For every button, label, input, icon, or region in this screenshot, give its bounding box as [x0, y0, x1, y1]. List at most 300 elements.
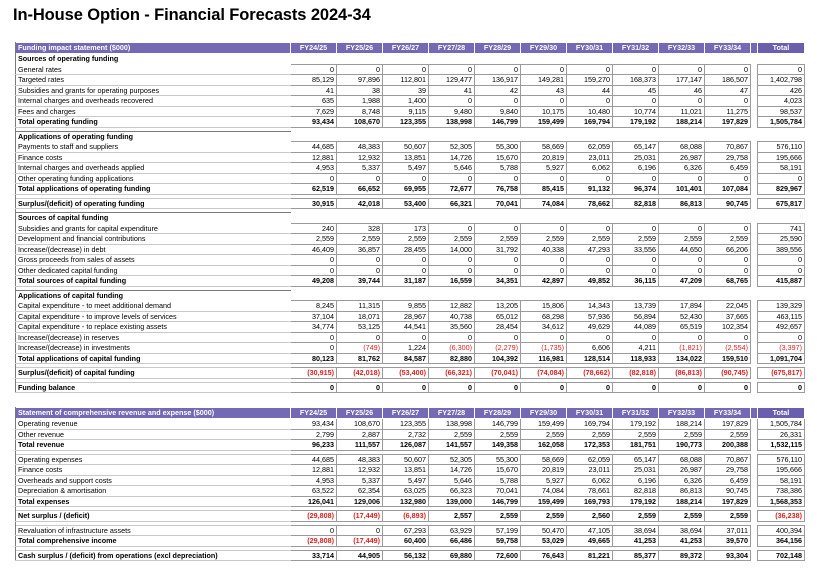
value-cell: 136,917 — [475, 75, 521, 86]
value-cell: 0 — [337, 382, 383, 393]
value-cell: 134,022 — [659, 353, 705, 364]
empty-cell — [475, 131, 521, 142]
empty-cell — [337, 131, 383, 142]
value-cell: 188,214 — [659, 419, 705, 430]
row-label: Other operating funding applications — [16, 173, 291, 184]
value-cell: 0 — [475, 64, 521, 75]
value-cell: 159,510 — [705, 353, 751, 364]
value-cell: 0 — [567, 265, 613, 276]
value-cell: 0 — [383, 265, 429, 276]
value-cell: 39,744 — [337, 276, 383, 287]
value-cell: 31,187 — [383, 276, 429, 287]
value-cell: 66,652 — [337, 184, 383, 195]
table-row — [16, 106, 805, 117]
total-cell: 58,191 — [758, 163, 805, 174]
header-year: FY27/28 — [429, 408, 475, 419]
column-spacer — [751, 486, 758, 497]
value-cell: 0 — [429, 382, 475, 393]
value-cell: 1,400 — [383, 96, 429, 107]
value-cell: 2,559 — [475, 429, 521, 440]
value-cell: 162,058 — [521, 440, 567, 451]
value-cell: 0 — [337, 64, 383, 75]
value-cell: 169,794 — [567, 419, 613, 430]
total-row — [16, 550, 805, 561]
value-cell: 0 — [613, 265, 659, 276]
page-title: In-House Option - Financial Forecasts 2024-34 — [13, 6, 371, 24]
column-spacer — [751, 368, 758, 379]
value-cell: 173 — [383, 223, 429, 234]
empty-cell — [337, 290, 383, 301]
value-cell: 172,353 — [567, 440, 613, 451]
header-spacer — [751, 43, 758, 54]
empty-cell — [758, 213, 805, 224]
column-spacer — [751, 234, 758, 245]
column-spacer — [751, 429, 758, 440]
total-row — [16, 198, 805, 209]
header-year: FY32/33 — [659, 43, 705, 54]
value-cell: 12,881 — [291, 152, 337, 163]
value-cell: 38,694 — [613, 525, 659, 536]
empty-cell — [521, 54, 567, 65]
column-spacer — [751, 223, 758, 234]
value-cell: 6,062 — [567, 475, 613, 486]
value-cell: 6,326 — [659, 475, 705, 486]
empty-cell — [659, 131, 705, 142]
value-cell: 67,293 — [383, 525, 429, 536]
value-cell: 4,953 — [291, 475, 337, 486]
total-cell: 576,110 — [758, 142, 805, 153]
table-row — [16, 244, 805, 255]
value-cell: 35,560 — [429, 322, 475, 333]
value-cell: 14,343 — [567, 301, 613, 312]
total-cell: 0 — [758, 332, 805, 343]
total-cell: 0 — [758, 265, 805, 276]
value-cell: 0 — [705, 223, 751, 234]
value-cell: 48,383 — [337, 142, 383, 153]
total-cell: (36,238) — [758, 511, 805, 522]
total-cell: 364,156 — [758, 536, 805, 547]
value-cell: 123,355 — [383, 419, 429, 430]
empty-cell — [659, 290, 705, 301]
section-heading-row — [16, 131, 805, 142]
empty-cell — [337, 213, 383, 224]
value-cell: 25,031 — [613, 465, 659, 476]
row-label: Targeted rates — [16, 75, 291, 86]
value-cell: 169,793 — [567, 496, 613, 507]
value-cell: 16,559 — [429, 276, 475, 287]
total-row — [16, 496, 805, 507]
value-cell: 53,400 — [383, 198, 429, 209]
value-cell: 49,208 — [291, 276, 337, 287]
table-row — [16, 486, 805, 497]
value-cell: 82,818 — [613, 486, 659, 497]
value-cell: 0 — [613, 382, 659, 393]
total-row — [16, 276, 805, 287]
value-cell: 70,867 — [705, 454, 751, 465]
total-cell: 1,091,704 — [758, 353, 805, 364]
value-cell: 28,967 — [383, 311, 429, 322]
value-cell: 26,987 — [659, 465, 705, 476]
value-cell: 2,559 — [291, 234, 337, 245]
table-row — [16, 301, 805, 312]
value-cell: 47,105 — [567, 525, 613, 536]
value-cell: 0 — [337, 255, 383, 266]
row-label: Capital expenditure - to meet additional demand — [16, 301, 291, 312]
header-year: FY24/25 — [291, 43, 337, 54]
value-cell: (6,893) — [383, 511, 429, 522]
table-row — [16, 343, 805, 354]
table-row — [16, 322, 805, 333]
value-cell: 6,459 — [705, 163, 751, 174]
table-row — [16, 265, 805, 276]
value-cell: 0 — [521, 255, 567, 266]
value-cell: 66,206 — [705, 244, 751, 255]
row-label: Fees and charges — [16, 106, 291, 117]
value-cell: 46,409 — [291, 244, 337, 255]
value-cell: 0 — [291, 343, 337, 354]
value-cell: 0 — [521, 382, 567, 393]
value-cell: 55,300 — [475, 454, 521, 465]
row-label: Total applications of capital funding — [16, 353, 291, 364]
value-cell: 50,607 — [383, 454, 429, 465]
section-heading-row — [16, 213, 805, 224]
empty-cell — [475, 290, 521, 301]
empty-cell — [567, 290, 613, 301]
value-cell: 129,006 — [337, 496, 383, 507]
value-cell: (17,449) — [337, 511, 383, 522]
value-cell: 96,374 — [613, 184, 659, 195]
value-cell: 47 — [705, 85, 751, 96]
row-label: General rates — [16, 64, 291, 75]
header-year: FY31/32 — [613, 43, 659, 54]
table-row — [16, 85, 805, 96]
value-cell: 0 — [291, 173, 337, 184]
value-cell: 62,354 — [337, 486, 383, 497]
value-cell: 15,670 — [475, 152, 521, 163]
table-row — [16, 525, 805, 536]
value-cell: 42 — [475, 85, 521, 96]
value-cell: 15,670 — [475, 465, 521, 476]
value-cell: 0 — [567, 382, 613, 393]
value-cell: 108,670 — [337, 117, 383, 128]
value-cell: (78,662) — [567, 368, 613, 379]
value-cell: 86,813 — [659, 198, 705, 209]
row-label: Depreciation & amortisation — [16, 486, 291, 497]
value-cell: 60,400 — [383, 536, 429, 547]
value-cell: 5,497 — [383, 163, 429, 174]
value-cell: 43 — [521, 85, 567, 96]
value-cell: 42,018 — [337, 198, 383, 209]
value-cell: 29,758 — [705, 465, 751, 476]
value-cell: 63,522 — [291, 486, 337, 497]
value-cell: 12,932 — [337, 465, 383, 476]
table-row — [16, 454, 805, 465]
column-spacer — [751, 311, 758, 322]
total-row — [16, 511, 805, 522]
value-cell: 85,415 — [521, 184, 567, 195]
value-cell: 36,115 — [613, 276, 659, 287]
empty-cell — [613, 54, 659, 65]
table-row — [16, 429, 805, 440]
value-cell: 69,955 — [383, 184, 429, 195]
value-cell: 37,011 — [705, 525, 751, 536]
value-cell: (30,915) — [291, 368, 337, 379]
value-cell: 0 — [291, 525, 337, 536]
empty-cell — [429, 213, 475, 224]
value-cell: 0 — [705, 332, 751, 343]
value-cell: 123,355 — [383, 117, 429, 128]
value-cell: 74,084 — [521, 486, 567, 497]
value-cell: 25,031 — [613, 152, 659, 163]
header-year: FY33/34 — [705, 43, 751, 54]
empty-cell — [751, 54, 758, 65]
value-cell: 40,338 — [521, 244, 567, 255]
value-cell: 17,894 — [659, 301, 705, 312]
value-cell: 0 — [429, 64, 475, 75]
value-cell: 6,196 — [613, 475, 659, 486]
value-cell: 70,867 — [705, 142, 751, 153]
empty-cell — [751, 213, 758, 224]
section-heading: Applications of operating funding — [16, 131, 291, 142]
value-cell: 5,788 — [475, 163, 521, 174]
value-cell: 0 — [705, 64, 751, 75]
empty-cell — [291, 290, 337, 301]
value-cell: 2,559 — [521, 429, 567, 440]
column-spacer — [751, 198, 758, 209]
value-cell: 58,669 — [521, 454, 567, 465]
value-cell: 197,829 — [705, 419, 751, 430]
empty-cell — [521, 131, 567, 142]
value-cell: 146,799 — [475, 496, 521, 507]
value-cell: 0 — [291, 382, 337, 393]
value-cell: 31,792 — [475, 244, 521, 255]
value-cell: 328 — [337, 223, 383, 234]
table-row — [16, 64, 805, 75]
value-cell: 107,084 — [705, 184, 751, 195]
value-cell: 45 — [613, 85, 659, 96]
value-cell: 66,323 — [429, 486, 475, 497]
total-cell: 1,532,115 — [758, 440, 805, 451]
header-year: FY26/27 — [383, 43, 429, 54]
row-label: Total operating funding — [16, 117, 291, 128]
total-cell: 1,505,784 — [758, 117, 805, 128]
value-cell: 66,486 — [429, 536, 475, 547]
value-cell: 0 — [291, 64, 337, 75]
total-cell: 0 — [758, 173, 805, 184]
row-label: Total sources of capital funding — [16, 276, 291, 287]
total-row — [16, 117, 805, 128]
total-cell: 26,331 — [758, 429, 805, 440]
total-cell: 389,556 — [758, 244, 805, 255]
value-cell: 28,455 — [383, 244, 429, 255]
empty-cell — [429, 131, 475, 142]
value-cell: 47,209 — [659, 276, 705, 287]
value-cell: 0 — [659, 96, 705, 107]
column-spacer — [751, 142, 758, 153]
header-year: Total — [758, 408, 805, 419]
value-cell: 2,559 — [475, 511, 521, 522]
value-cell: 65,147 — [613, 454, 659, 465]
value-cell: 4,953 — [291, 163, 337, 174]
value-cell: 146,799 — [475, 419, 521, 430]
header-year: FY30/31 — [567, 43, 613, 54]
value-cell: 2,559 — [659, 429, 705, 440]
total-cell: 195,666 — [758, 465, 805, 476]
column-spacer — [751, 465, 758, 476]
row-label: Other revenue — [16, 429, 291, 440]
value-cell: 62,059 — [567, 142, 613, 153]
value-cell: 44,541 — [383, 322, 429, 333]
value-cell: 132,980 — [383, 496, 429, 507]
value-cell: 70,041 — [475, 198, 521, 209]
value-cell: 15,806 — [521, 301, 567, 312]
value-cell: 42,897 — [521, 276, 567, 287]
table-row — [16, 332, 805, 343]
total-cell: 829,967 — [758, 184, 805, 195]
column-spacer — [751, 106, 758, 117]
value-cell: 96,233 — [291, 440, 337, 451]
empty-cell — [337, 54, 383, 65]
header-year: FY28/29 — [475, 408, 521, 419]
value-cell: 0 — [567, 173, 613, 184]
column-spacer — [751, 332, 758, 343]
value-cell: 48,383 — [337, 454, 383, 465]
value-cell: 0 — [659, 223, 705, 234]
section-heading-row — [16, 290, 805, 301]
row-label: Increase/(decrease) in investments — [16, 343, 291, 354]
value-cell: 0 — [659, 64, 705, 75]
row-label: Capital expenditure - to replace existing assets — [16, 322, 291, 333]
value-cell: 37,104 — [291, 311, 337, 322]
value-cell: 138,998 — [429, 419, 475, 430]
value-cell: 0 — [475, 96, 521, 107]
value-cell: 38,694 — [659, 525, 705, 536]
table-row — [16, 163, 805, 174]
empty-cell — [758, 131, 805, 142]
value-cell: 23,011 — [567, 465, 613, 476]
value-cell: 108,670 — [337, 419, 383, 430]
value-cell: 52,305 — [429, 142, 475, 153]
table-row — [16, 75, 805, 86]
value-cell: 5,646 — [429, 475, 475, 486]
row-label: Operating revenue — [16, 419, 291, 430]
table-header-row — [16, 43, 805, 54]
value-cell: (1,821) — [659, 343, 705, 354]
value-cell: 11,021 — [659, 106, 705, 117]
column-spacer — [751, 440, 758, 451]
value-cell: 10,480 — [567, 106, 613, 117]
empty-cell — [521, 290, 567, 301]
column-spacer — [751, 244, 758, 255]
empty-cell — [659, 213, 705, 224]
value-cell: (86,813) — [659, 368, 705, 379]
empty-cell — [521, 213, 567, 224]
empty-cell — [429, 54, 475, 65]
value-cell: 0 — [475, 265, 521, 276]
column-spacer — [751, 152, 758, 163]
value-cell: 0 — [429, 96, 475, 107]
value-cell: 2,732 — [383, 429, 429, 440]
value-cell: 0 — [521, 173, 567, 184]
value-cell: 186,507 — [705, 75, 751, 86]
value-cell: 14,000 — [429, 244, 475, 255]
table-row — [16, 419, 805, 430]
value-cell: (82,818) — [613, 368, 659, 379]
header-year: FY29/30 — [521, 408, 567, 419]
value-cell: 44,650 — [659, 244, 705, 255]
value-cell: 2,559 — [429, 234, 475, 245]
value-cell: 76,758 — [475, 184, 521, 195]
value-cell: 37,665 — [705, 311, 751, 322]
value-cell: 38 — [337, 85, 383, 96]
value-cell: 0 — [567, 223, 613, 234]
empty-cell — [613, 131, 659, 142]
empty-cell — [291, 131, 337, 142]
value-cell: 68,765 — [705, 276, 751, 287]
value-cell: 69,880 — [429, 550, 475, 561]
value-cell: 81,221 — [567, 550, 613, 561]
table-row — [16, 234, 805, 245]
value-cell: 59,758 — [475, 536, 521, 547]
value-cell: 2,799 — [291, 429, 337, 440]
empty-cell — [383, 290, 429, 301]
value-cell: 0 — [659, 332, 705, 343]
value-cell: 65,519 — [659, 322, 705, 333]
value-cell: 89,372 — [659, 550, 705, 561]
value-cell: 179,192 — [613, 117, 659, 128]
row-label: Subsidies and grants for operating purposes — [16, 85, 291, 96]
total-cell: (3,397) — [758, 343, 805, 354]
total-cell: 492,657 — [758, 322, 805, 333]
row-label: Development and financial contributions — [16, 234, 291, 245]
value-cell: 5,927 — [521, 163, 567, 174]
header-year: FY29/30 — [521, 43, 567, 54]
value-cell: 9,115 — [383, 106, 429, 117]
value-cell: 41 — [291, 85, 337, 96]
value-cell: 2,559 — [659, 234, 705, 245]
table-row — [16, 465, 805, 476]
value-cell: 29,758 — [705, 152, 751, 163]
value-cell: 0 — [659, 173, 705, 184]
value-cell: 12,881 — [291, 465, 337, 476]
value-cell: 85,377 — [613, 550, 659, 561]
value-cell: 0 — [521, 64, 567, 75]
total-cell: 98,537 — [758, 106, 805, 117]
value-cell: 126,041 — [291, 496, 337, 507]
value-cell: 82,880 — [429, 353, 475, 364]
value-cell: 0 — [475, 223, 521, 234]
value-cell: 0 — [383, 382, 429, 393]
value-cell: 0 — [429, 255, 475, 266]
value-cell: 49,629 — [567, 322, 613, 333]
value-cell: 76,643 — [521, 550, 567, 561]
value-cell: 2,559 — [613, 511, 659, 522]
header-year: FY33/34 — [705, 408, 751, 419]
value-cell: 2,559 — [475, 234, 521, 245]
value-cell: 56,132 — [383, 550, 429, 561]
total-cell: (675,817) — [758, 368, 805, 379]
value-cell: 0 — [705, 173, 751, 184]
value-cell: 44,685 — [291, 142, 337, 153]
column-spacer — [751, 550, 758, 561]
value-cell: 0 — [705, 96, 751, 107]
value-cell: 52,305 — [429, 454, 475, 465]
header-year: FY32/33 — [659, 408, 705, 419]
row-label: Operating expenses — [16, 454, 291, 465]
comprehensive-revenue-table — [15, 407, 805, 561]
empty-cell — [475, 213, 521, 224]
value-cell: 0 — [567, 332, 613, 343]
